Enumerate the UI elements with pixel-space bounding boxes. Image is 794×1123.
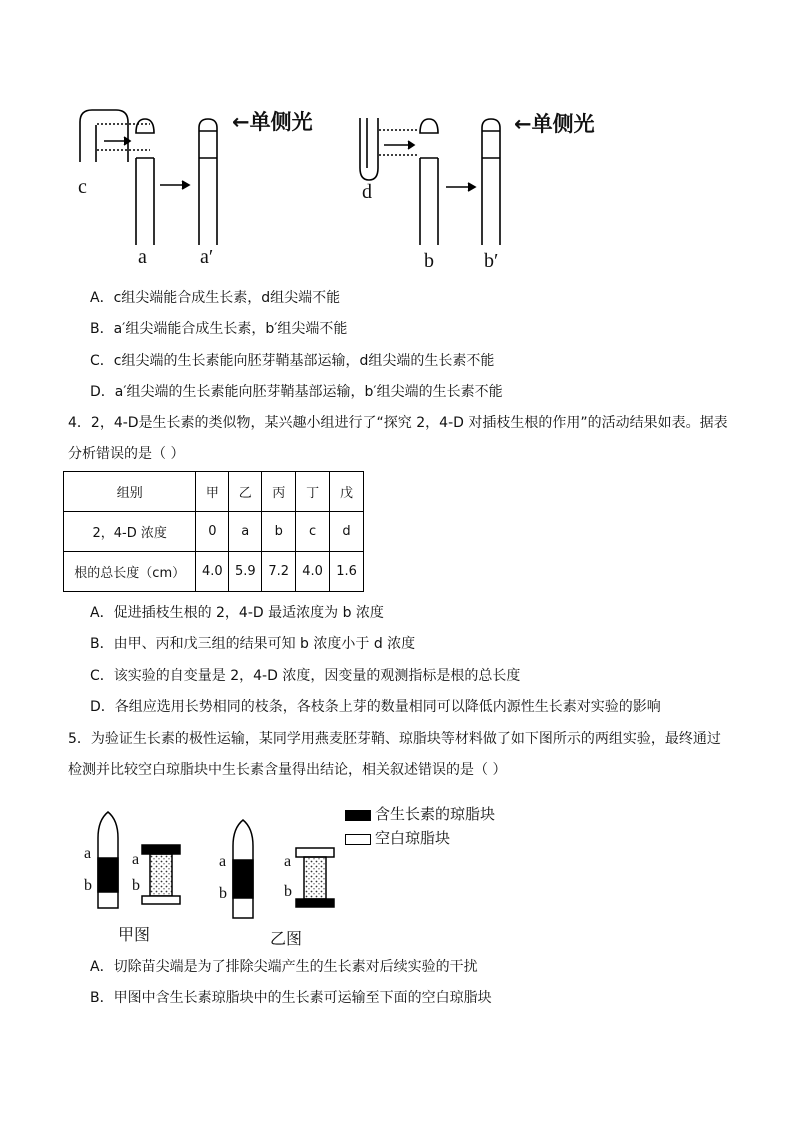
- table-cell: 乙: [229, 472, 262, 512]
- table-cell: b: [262, 512, 296, 552]
- light-label-right: ←单侧光: [514, 112, 595, 136]
- q4-option-c: C．该实验的自变量是 2，4-D 浓度，因变量的观测指标是根的总长度: [90, 668, 521, 684]
- stem-b-prime: [482, 119, 500, 245]
- table-cell: 甲: [196, 472, 229, 512]
- table-cell: 丁: [296, 472, 330, 512]
- label-b-prime: b′: [484, 250, 499, 272]
- table-cell: 7.2: [262, 552, 296, 592]
- table-cell: 戊: [330, 472, 364, 512]
- legend-filled-label: 含生长素的琼脂块: [375, 805, 496, 823]
- coleoptile-diagram-q3: [0, 0, 794, 280]
- q4-stem-line2: 分析错误的是（ ）: [68, 446, 185, 462]
- jia-label-a: a: [84, 845, 92, 862]
- yi-app-label-b: b: [284, 883, 292, 900]
- q3-option-b: B．a′组尖端能合成生长素，b′组尖端不能: [90, 321, 348, 337]
- tip-d: [360, 118, 378, 180]
- table-row: [64, 512, 364, 552]
- label-a-prime: a′: [200, 246, 214, 268]
- jia-bottom-block: [142, 896, 180, 904]
- jia-app-label-a: a: [132, 851, 140, 868]
- jia-app-label-b: b: [132, 877, 140, 894]
- q4-option-b: B．由甲、丙和戊三组的结果可知 b 浓度小于 d 浓度: [90, 636, 416, 652]
- tip-small-b: [420, 119, 438, 133]
- figure-q3: [0, 0, 794, 280]
- row-label: 2，4-D 浓度: [64, 512, 196, 552]
- coleoptile-jia-segment: [98, 858, 118, 892]
- yi-label-b: b: [219, 885, 227, 902]
- row-label: 组别: [64, 472, 196, 512]
- yi-bottom-block: [296, 899, 334, 907]
- jia-top-block: [142, 845, 180, 854]
- legend-empty-label: 空白琼脂块: [375, 829, 451, 847]
- table-cell: 5.9: [229, 552, 262, 592]
- stem-a-prime: [199, 119, 217, 245]
- q4-table: [63, 471, 364, 592]
- agar-experiment-diagram: [0, 800, 794, 920]
- table-cell: c: [296, 512, 330, 552]
- q3-option-d: D．a′组尖端的生长素能向胚芽鞘基部运输，b′组尖端的生长素不能: [90, 384, 503, 400]
- q4-option-d: D．各组应选用长势相同的枝条，各枝条上芽的数量相同可以降低内源性生长素对实验的影响: [90, 699, 661, 715]
- table-cell: 1.6: [330, 552, 364, 592]
- yi-segment: [304, 857, 326, 899]
- caption-jia: 甲图: [118, 925, 151, 944]
- table-cell: 4.0: [196, 552, 229, 592]
- table-cell: a: [229, 512, 262, 552]
- label-c: c: [78, 176, 87, 198]
- table-cell: 0: [196, 512, 229, 552]
- yi-label-a: a: [219, 853, 227, 870]
- label-a: a: [138, 246, 147, 268]
- caption-yi: 乙图: [270, 929, 303, 948]
- yi-app-label-a: a: [284, 853, 292, 870]
- table-cell: d: [330, 512, 364, 552]
- q3-option-a: A．c组尖端能合成生长素，d组尖端不能: [90, 290, 341, 306]
- q5-stem-line1: 5．为验证生长素的极性运输，某同学用燕麦胚芽鞘、琼脂块等材料做了如下图所示的两组实验，最终通过: [68, 731, 721, 747]
- q4-stem-line1: 4．2，4-D是生长素的类似物，某兴趣小组进行了“探究 2，4-D 对插枝生根的作用”的活动结果如表。据表: [68, 415, 728, 431]
- table-cell: 丙: [262, 472, 296, 512]
- jia-segment: [150, 854, 172, 896]
- q5-option-b: B．甲图中含生长素琼脂块中的生长素可运输至下面的空白琼脂块: [90, 990, 492, 1006]
- light-label-left: ←单侧光: [232, 110, 313, 134]
- tip-c: [80, 110, 128, 162]
- table-cell: 4.0: [296, 552, 330, 592]
- label-d: d: [362, 181, 372, 203]
- table-row: [64, 552, 364, 592]
- row-label: 根的总长度（cm）: [64, 552, 196, 592]
- q4-option-a: A．促进插枝生根的 2，4-D 最适浓度为 b 浓度: [90, 605, 384, 621]
- tip-small-a: [136, 119, 154, 133]
- q5-option-a: A．切除苗尖端是为了排除尖端产生的生长素对后续实验的干扰: [90, 959, 478, 975]
- jia-label-b: b: [84, 877, 92, 894]
- q5-stem-line2: 检测并比较空白琼脂块中生长素含量得出结论，相关叙述错误的是（ ）: [68, 762, 507, 778]
- table-row: [64, 472, 364, 512]
- yi-top-block: [296, 848, 334, 857]
- coleoptile-yi-segment: [233, 860, 253, 898]
- q3-option-c: C．c组尖端的生长素能向胚芽鞘基部运输，d组尖端的生长素不能: [90, 353, 495, 369]
- label-b: b: [424, 250, 434, 272]
